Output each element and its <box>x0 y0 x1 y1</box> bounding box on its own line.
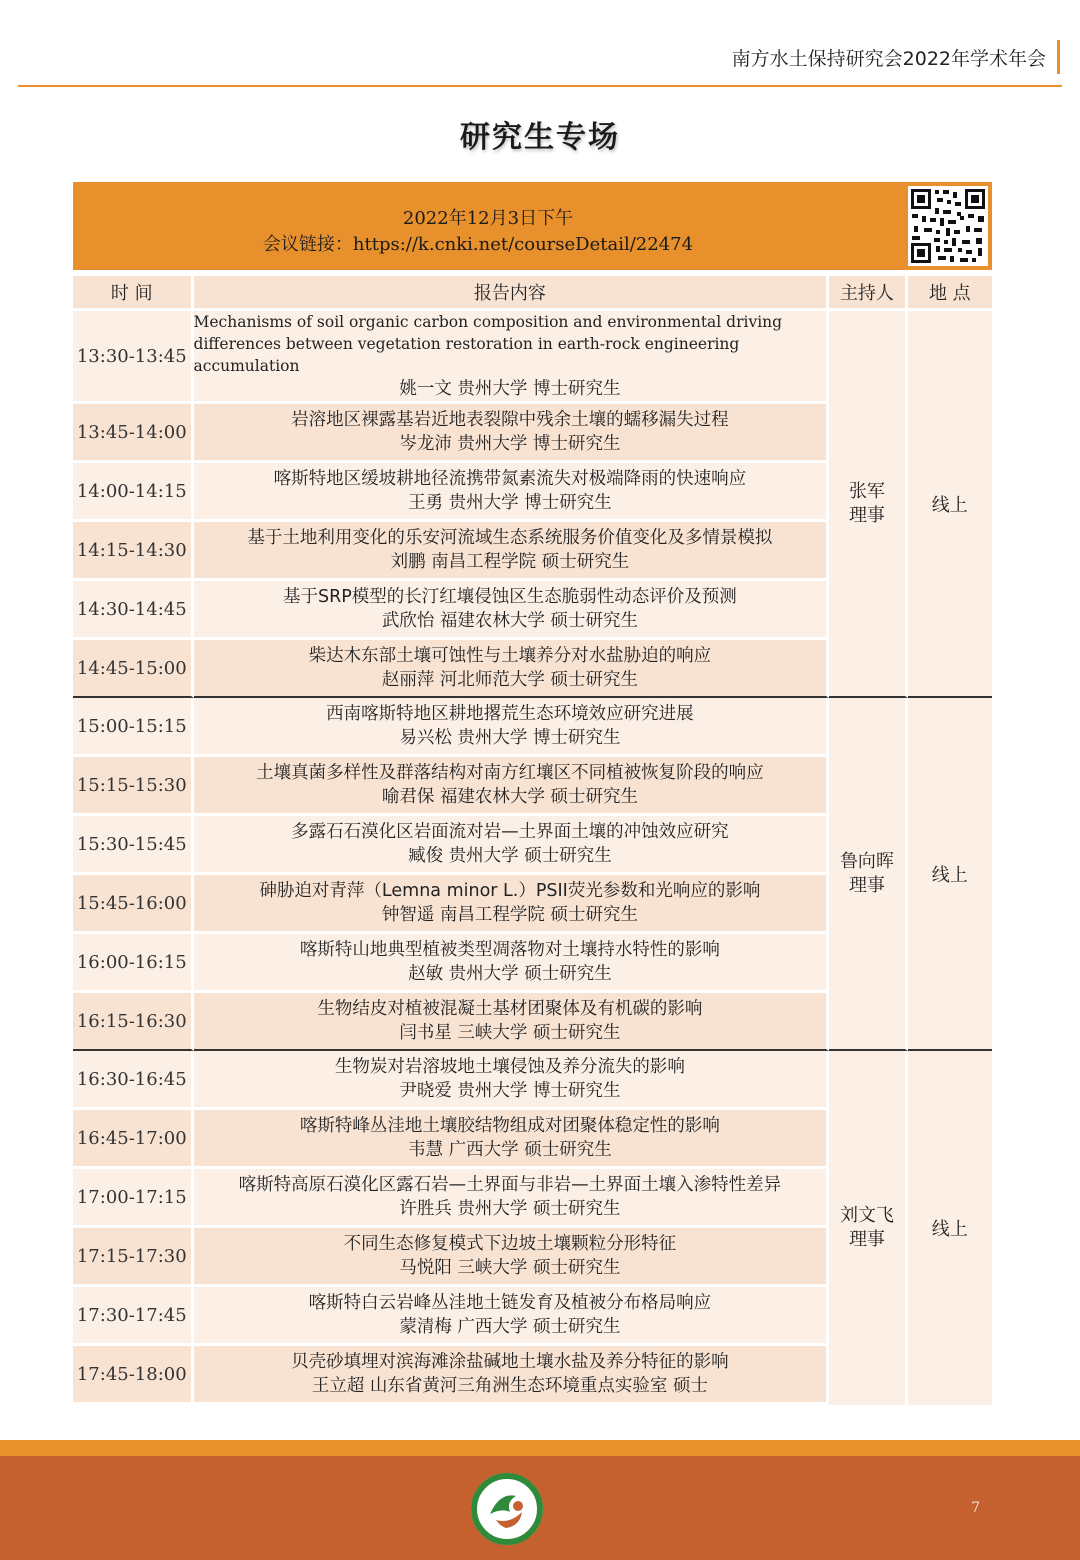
time-cell: 13:45-14:00 <box>73 404 194 463</box>
report-cell <box>194 1110 830 1169</box>
report-speaker: 岑龙沛 贵州大学 博士研究生 <box>399 434 621 454</box>
report-cell <box>194 1051 830 1110</box>
report-title: 不同生态修复模式下边坡土壤颗粒分形特征 <box>343 1234 677 1254</box>
col-header-place: 地 点 <box>908 276 992 311</box>
time-cell: 17:30-17:45 <box>73 1287 194 1346</box>
report-speaker: 刘鹏 南昌工程学院 硕士研究生 <box>390 552 630 572</box>
report-cell <box>194 522 830 581</box>
report-speaker: 闫书星 三峡大学 硕士研究生 <box>399 1023 621 1043</box>
report-cell <box>194 1169 830 1228</box>
report-title: 生物结皮对植被混凝土基材团聚体及有机碳的影响 <box>317 999 703 1019</box>
report-cell <box>194 816 830 875</box>
host-title: 理事 <box>848 1229 885 1250</box>
section-title: 研究生专场 <box>460 120 620 155</box>
time-cell: 16:30-16:45 <box>73 1051 194 1110</box>
session-banner <box>73 182 992 270</box>
table-header-row <box>73 276 992 311</box>
report-speaker: 姚一文 贵州大学 博士研究生 <box>399 379 621 399</box>
report-cell <box>194 404 830 463</box>
report-speaker: 许胜兵 贵州大学 硕士研究生 <box>399 1199 621 1219</box>
meeting-link-url[interactable]: https://k.cnki.net/courseDetail/22474 <box>352 234 694 255</box>
society-logo-icon <box>470 1472 544 1546</box>
report-speaker: 王勇 贵州大学 博士研究生 <box>408 493 612 513</box>
footer-accent-strip <box>0 1440 1080 1456</box>
report-cell <box>194 757 830 816</box>
logo-graphic <box>470 1472 544 1546</box>
report-title: 砷胁迫对青萍（Lemna minor L.）PSII荧光参数和光响应的影响 <box>259 881 761 901</box>
time-cell: 14:00-14:15 <box>73 463 194 522</box>
qr-code-graphic <box>908 186 988 266</box>
report-cell <box>194 698 830 757</box>
report-cell <box>194 934 830 993</box>
report-title: 柴达木东部土壤可蚀性与土壤养分对水盐胁迫的响应 <box>308 646 712 666</box>
report-cell <box>194 1346 830 1405</box>
report-title: 基于SRP模型的长汀红壤侵蚀区生态脆弱性动态评价及预测 <box>282 587 737 607</box>
document-header-title: 南方水土保持研究会2022年学术年会 <box>731 48 1046 70</box>
time-cell: 14:45-15:00 <box>73 640 194 698</box>
report-speaker: 赵敏 贵州大学 硕士研究生 <box>408 964 612 984</box>
report-speaker: 钟智遥 南昌工程学院 硕士研究生 <box>381 905 638 925</box>
header-divider <box>18 85 1062 87</box>
report-speaker: 臧俊 贵州大学 硕士研究生 <box>408 846 612 866</box>
report-title: 基于土地利用变化的乐安河流域生态系统服务价值变化及多情景模拟 <box>247 528 773 548</box>
time-cell: 15:15-15:30 <box>73 757 194 816</box>
report-title: 岩溶地区裸露基岩近地表裂隙中残余土壤的蠕移漏失过程 <box>291 410 729 430</box>
time-cell: 15:45-16:00 <box>73 875 194 934</box>
report-speaker: 喻君保 福建农林大学 硕士研究生 <box>381 787 638 807</box>
place-cell: 线上 <box>908 311 992 698</box>
report-speaker: 易兴松 贵州大学 博士研究生 <box>399 728 621 748</box>
report-speaker: 王立超 山东省黄河三角洲生态环境重点实验室 硕士 <box>311 1376 708 1396</box>
col-header-content: 报告内容 <box>194 276 830 311</box>
meeting-link-label: 会议链接： <box>262 234 353 255</box>
session-date: 2022年12月3日下午 <box>402 208 574 229</box>
meeting-link[interactable] <box>73 230 883 256</box>
report-title: Mechanisms of soil organic carbon composition and environmental driving differences between vegetation restoration in earth-rock engineering accumulation <box>193 313 783 375</box>
report-cell <box>194 581 830 640</box>
report-title: 喀斯特白云岩峰丛洼地土链发育及植被分布格局响应 <box>308 1293 712 1313</box>
time-cell: 16:15-16:30 <box>73 993 194 1051</box>
place-cell: 线上 <box>908 698 992 1051</box>
report-cell <box>194 311 830 404</box>
report-title: 生物炭对岩溶坡地土壤侵蚀及养分流失的影响 <box>334 1057 685 1077</box>
report-title: 多露石石漠化区岩面流对岩—土界面土壤的冲蚀效应研究 <box>291 822 729 842</box>
time-cell: 13:30-13:45 <box>73 311 194 404</box>
host-name: 张军 <box>848 480 885 502</box>
time-cell: 15:30-15:45 <box>73 816 194 875</box>
report-cell <box>194 1287 830 1346</box>
qr-code-icon <box>908 186 988 266</box>
report-title: 喀斯特地区缓坡耕地径流携带氮素流失对极端降雨的快速响应 <box>273 469 747 489</box>
host-name: 鲁向晖 <box>839 850 894 872</box>
report-speaker: 尹晓爱 贵州大学 博士研究生 <box>399 1081 621 1101</box>
report-title: 西南喀斯特地区耕地撂荒生态环境效应研究进展 <box>326 704 694 724</box>
place-cell: 线上 <box>908 1051 992 1405</box>
col-header-host: 主持人 <box>829 276 907 311</box>
time-cell: 14:15-14:30 <box>73 522 194 581</box>
host-cell <box>829 311 907 698</box>
table-row <box>73 311 992 404</box>
report-title: 喀斯特峰丛洼地土壤胶结物组成对团聚体稳定性的影响 <box>299 1116 720 1136</box>
header-accent-bar <box>1057 40 1060 74</box>
host-name: 刘文飞 <box>839 1205 894 1226</box>
host-cell <box>829 1051 907 1405</box>
time-cell: 16:45-17:00 <box>73 1110 194 1169</box>
report-title: 喀斯特高原石漠化区露石岩—土界面与非岩—土界面土壤入渗特性差异 <box>238 1175 782 1195</box>
report-cell <box>194 640 830 698</box>
report-cell <box>194 1228 830 1287</box>
schedule-table <box>73 276 992 1405</box>
time-cell: 16:00-16:15 <box>73 934 194 993</box>
time-cell: 15:00-15:15 <box>73 698 194 757</box>
report-cell <box>194 463 830 522</box>
page-number: 7 <box>971 1500 980 1516</box>
report-cell <box>194 875 830 934</box>
report-speaker: 马悦阳 三峡大学 硕士研究生 <box>399 1258 621 1278</box>
col-header-time: 时 间 <box>73 276 194 311</box>
report-title: 贝壳砂填埋对滨海滩涂盐碱地土壤水盐及养分特征的影响 <box>291 1352 729 1372</box>
time-cell: 17:45-18:00 <box>73 1346 194 1405</box>
report-speaker: 韦慧 广西大学 硕士研究生 <box>408 1140 612 1160</box>
table-row <box>73 1051 992 1110</box>
time-cell: 17:15-17:30 <box>73 1228 194 1287</box>
report-speaker: 武欣怡 福建农林大学 硕士研究生 <box>381 611 638 631</box>
report-speaker: 赵丽萍 河北师范大学 硕士研究生 <box>381 670 638 690</box>
time-cell: 14:30-14:45 <box>73 581 194 640</box>
report-speaker: 蒙清梅 广西大学 硕士研究生 <box>399 1317 621 1337</box>
report-cell <box>194 993 830 1051</box>
host-cell <box>829 698 907 1051</box>
host-title: 理事 <box>848 874 885 896</box>
time-cell: 17:00-17:15 <box>73 1169 194 1228</box>
report-title: 喀斯特山地典型植被类型凋落物对土壤持水特性的影响 <box>299 940 720 960</box>
table-row <box>73 698 992 757</box>
report-title: 土壤真菌多样性及群落结构对南方红壤区不同植被恢复阶段的响应 <box>256 763 764 783</box>
host-title: 理事 <box>848 504 885 526</box>
